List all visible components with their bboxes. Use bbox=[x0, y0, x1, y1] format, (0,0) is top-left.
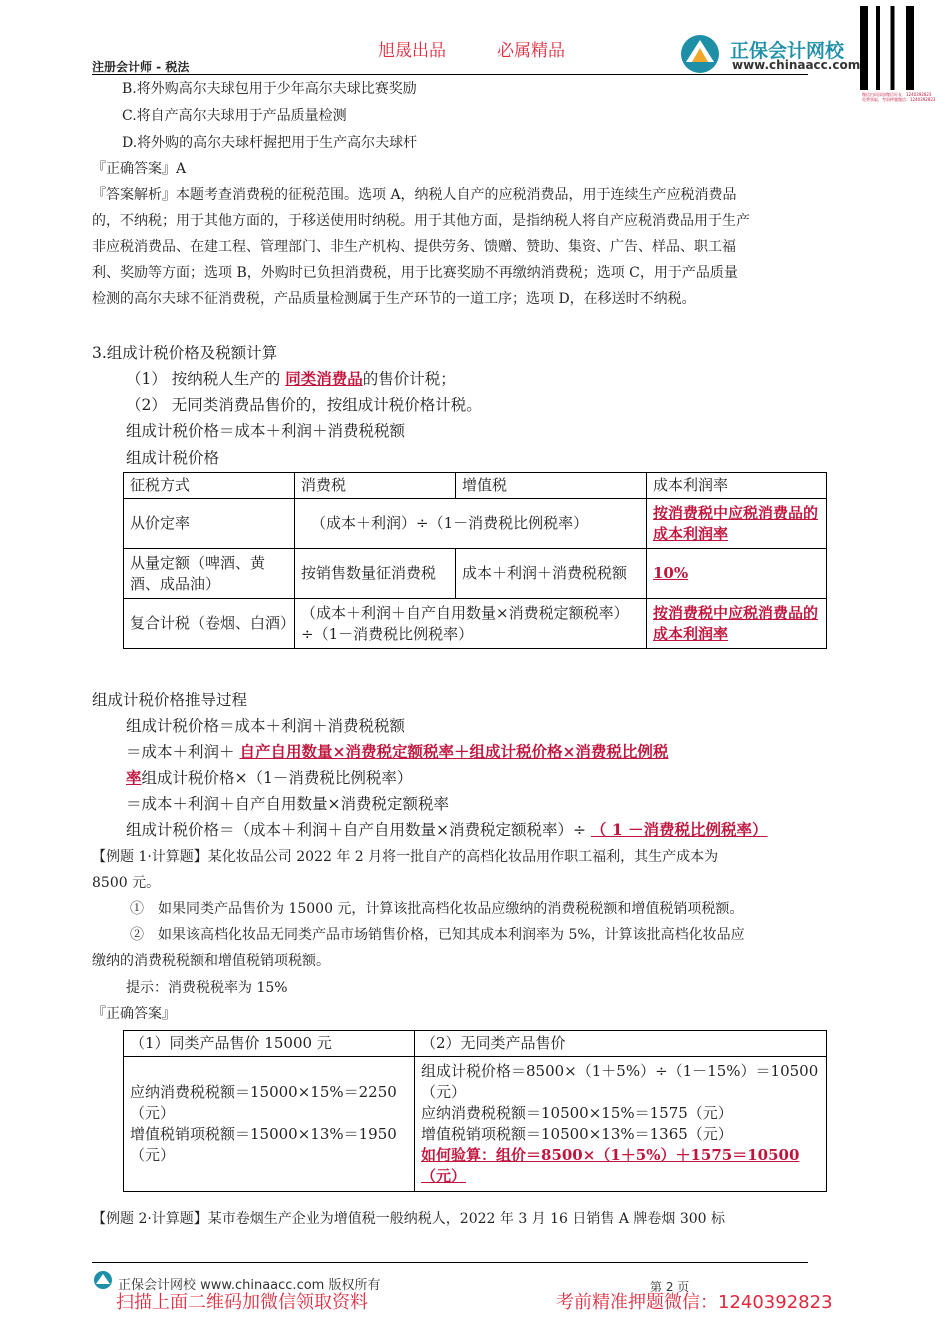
example-1-question-1: ① 如果同类产品售价为 15000 元，计算该批高档化妆品应缴纳的消费税税额和增值税销项税额。 bbox=[130, 901, 744, 917]
derivation-line-4: ＝成本＋利润＋自产自用数量×消费税定额税率 bbox=[126, 795, 449, 813]
rate-cell: 10% bbox=[647, 549, 827, 599]
table-1-title: 组成计税价格 bbox=[126, 449, 220, 467]
derivation-line-1: 组成计税价格＝成本＋利润＋消费税税额 bbox=[126, 717, 406, 735]
example-1-line-2: 8500 元。 bbox=[92, 875, 161, 891]
section-3-point-1: （1） 按纳税人生产的 同类消费品的售价计税； bbox=[126, 369, 456, 388]
vat-cell: 成本＋利润＋消费税税额 bbox=[456, 549, 647, 599]
example-1-question-2b: 缴纳的消费税税额和增值税销项税额。 bbox=[92, 953, 330, 969]
example-1-hint: 提示：消费税税率为 15% bbox=[126, 980, 288, 996]
tax-method-table bbox=[123, 472, 827, 649]
example-1-answer-table bbox=[123, 1030, 827, 1192]
example-1-answer-label: 『正确答案』 bbox=[92, 1006, 176, 1022]
formula-cell: （成本＋利润）÷（1－消费税比例税率） bbox=[295, 499, 647, 549]
header-profit-rate: 成本利润率 bbox=[647, 473, 827, 499]
promo-right: 考前精准押题微信：1240392823 bbox=[556, 1292, 833, 1313]
table-row bbox=[124, 599, 827, 649]
header-method: 征税方式 bbox=[124, 473, 295, 499]
header-consumption-tax: 消费税 bbox=[295, 473, 456, 499]
no-same-product-cell: 组成计税价格＝8500×（1＋5%）÷（1－15%）＝10500（元） 应纳消费税税额＝10500×15%＝1575（元） 增值税销项税额＝10500×13%＝1365（元） 如何验算：组价＝8500×（1＋5%）＋1575＝10500（元） bbox=[415, 1057, 827, 1192]
footer-logo-icon bbox=[92, 1270, 114, 1290]
qr-code bbox=[860, 6, 926, 90]
table-header-row bbox=[124, 473, 827, 499]
option-d: D.将外购的高尔夫球杆握把用于生产高尔夫球杆 bbox=[122, 135, 418, 151]
brand-name: 正保会计网校 bbox=[730, 40, 845, 62]
qr-caption: 微信扫码添加微信好友：1240392823 免费领取，考前押题微信：1240392823 bbox=[862, 92, 936, 102]
section-3-title: 3.组成计税价格及税额计算 bbox=[92, 344, 278, 362]
method-cell: 复合计税（卷烟、白酒） bbox=[124, 599, 295, 649]
analysis-line-5: 检测的高尔夫球不征消费税，产品质量检测属于生产环节的一道工序；选项 D，在移送时不纳税。 bbox=[92, 291, 696, 307]
table-row bbox=[124, 499, 827, 549]
section-3-formula: 组成计税价格＝成本＋利润＋消费税税额 bbox=[126, 422, 406, 440]
option-b: B.将外购高尔夫球包用于少年高尔夫球比赛奖励 bbox=[122, 81, 417, 97]
footer-brand: 正保会计网校 www.chinaacc.com 版权所有 bbox=[118, 1278, 381, 1293]
derivation-line-5: 组成计税价格＝（成本＋利润＋自产自用数量×消费税定额税率）÷ （ 1 －消费税比例税率） bbox=[126, 820, 768, 839]
example-2-line-1: 【例题 2·计算题】某市卷烟生产企业为增值税一般纳税人，2022 年 3 月 16 日销售 A 牌卷烟 300 标 bbox=[92, 1211, 726, 1227]
header-same-product: （1）同类产品售价 15000 元 bbox=[124, 1031, 415, 1057]
brand-logo-icon bbox=[678, 32, 724, 74]
example-1-question-2a: ② 如果该高档化妆品无同类产品市场销售价格，已知其成本利润率为 5%，计算该批高档化妆品应 bbox=[130, 927, 745, 943]
section-3-point-2: （2） 无同类消费品售价的，按组成计税价格计税。 bbox=[126, 396, 482, 414]
same-product-cell: 应纳消费税税额＝15000×15%＝2250（元） 增值税销项税额＝15000×13%＝1950（元） bbox=[124, 1057, 415, 1192]
correct-answer-1: 『正确答案』A bbox=[92, 161, 187, 177]
example-1-line-1: 【例题 1·计算题】某化妆品公司 2022 年 2 月将一批自产的高档化妆品用作职工福利，其生产成本为 bbox=[92, 849, 719, 865]
derivation-line-3: 率组成计税价格×（1－消费税比例税率） bbox=[126, 768, 413, 787]
method-cell: 从价定率 bbox=[124, 499, 295, 549]
analysis-line-2: 的，不纳税；用于其他方面的，于移送使用时纳税。用于其他方面，是指纳税人将自产应税消费品用于生产 bbox=[92, 213, 750, 229]
brand-url: www.chinaacc.com bbox=[732, 58, 861, 72]
formula-cell: （成本＋利润＋自产自用数量×消费税定额税率）÷（1－消费税比例税率） bbox=[295, 599, 647, 649]
option-c: C.将自产高尔夫球用于产品质量检测 bbox=[122, 108, 347, 124]
analysis-line-1: 『答案解析』本题考查消费税的征税范围。选项 A，纳税人自产的应税消费品，用于连续生产应税消费品 bbox=[92, 187, 737, 203]
slogan-right: 必属精品 bbox=[497, 41, 565, 61]
derivation-title: 组成计税价格推导过程 bbox=[92, 691, 248, 709]
derivation-line-2: ＝成本＋利润＋ 自产自用数量×消费税定额税率＋组成计税价格×消费税比例税 bbox=[126, 742, 669, 761]
analysis-line-4: 利、奖励等方面；选项 B，外购时已负担消费税，用于比赛奖励不再缴纳消费税；选项 C，用于产品质量 bbox=[92, 265, 738, 281]
consumption-tax-cell: 按销售数量征消费税 bbox=[295, 549, 456, 599]
analysis-line-3: 非应税消费品、在建工程、管理部门、非生产机构、提供劳务、馈赠、赞助、集资、广告、样品、职工福 bbox=[92, 239, 736, 255]
slogan-left: 旭晟出品 bbox=[378, 41, 446, 61]
footer-rule bbox=[92, 1262, 808, 1263]
method-cell: 从量定额（啤酒、黄酒、成品油） bbox=[124, 549, 295, 599]
header-rule bbox=[92, 74, 808, 75]
course-title: 注册会计师 - 税法 bbox=[92, 60, 190, 74]
page-number: 第 2 页 bbox=[650, 1280, 690, 1294]
promo-left: 扫描上面二维码加微信领取资料 bbox=[116, 1292, 368, 1313]
table-row bbox=[124, 549, 827, 599]
table-header-row bbox=[124, 1031, 827, 1057]
rate-cell: 按消费税中应税消费品的成本利润率 bbox=[647, 599, 827, 649]
header-no-same-product: （2）无同类产品售价 bbox=[415, 1031, 827, 1057]
rate-cell: 按消费税中应税消费品的成本利润率 bbox=[647, 499, 827, 549]
table-row bbox=[124, 1057, 827, 1192]
header-vat: 增值税 bbox=[456, 473, 647, 499]
